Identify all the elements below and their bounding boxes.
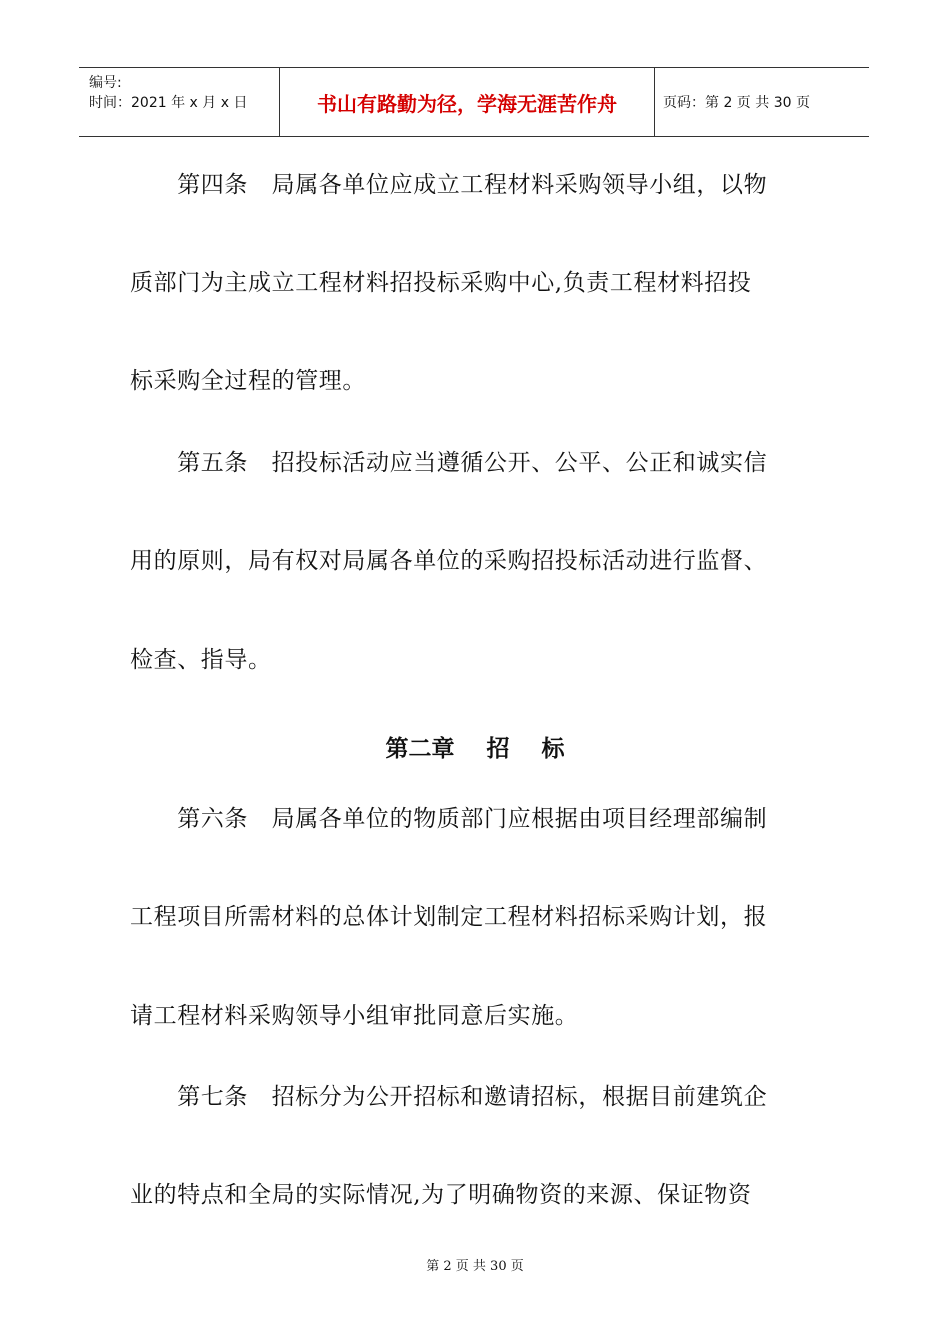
body-line: 检查、指导。 [130,647,272,673]
page-header [79,67,869,137]
doc-time-label: 时间：2021 年 x 月 x 日 [89,95,248,111]
header-page-info: 页码：第 2 页 共 30 页 [663,95,810,111]
body-line: 请工程材料采购领导小组审批同意后实施。 [130,1003,579,1029]
body-line: 质部门为主成立工程材料招投标采购中心,负责工程材料招投 [130,270,752,296]
body-line: 用的原则，局有权对局属各单位的采购招投标活动进行监督、 [130,548,768,574]
header-motto: 书山有路勤为径，学海无涯苦作舟 [280,68,655,136]
page-footer: 第 2 页 共 30 页 [426,1259,524,1274]
doc-number-label: 编号: [89,75,122,91]
body-line: 工程项目所需材料的总体计划制定工程材料招标采购计划，报 [130,904,768,930]
chapter-title: 第二章 招 标 [385,736,565,762]
body-line: 第七条 招标分为公开招标和邀请招标，根据目前建筑企 [130,1084,768,1110]
body-line: 第六条 局属各单位的物质部门应根据由项目经理部编制 [130,806,768,832]
body-line: 标采购全过程的管理。 [130,368,366,394]
body-line: 第五条 招投标活动应当遵循公开、公平、公正和诚实信 [130,450,768,476]
body-line: 业的特点和全局的实际情况,为了明确物资的来源、保证物资 [130,1182,752,1208]
header-meta-cell [79,68,280,136]
body-line: 第四条 局属各单位应成立工程材料采购领导小组，以物 [130,172,768,198]
